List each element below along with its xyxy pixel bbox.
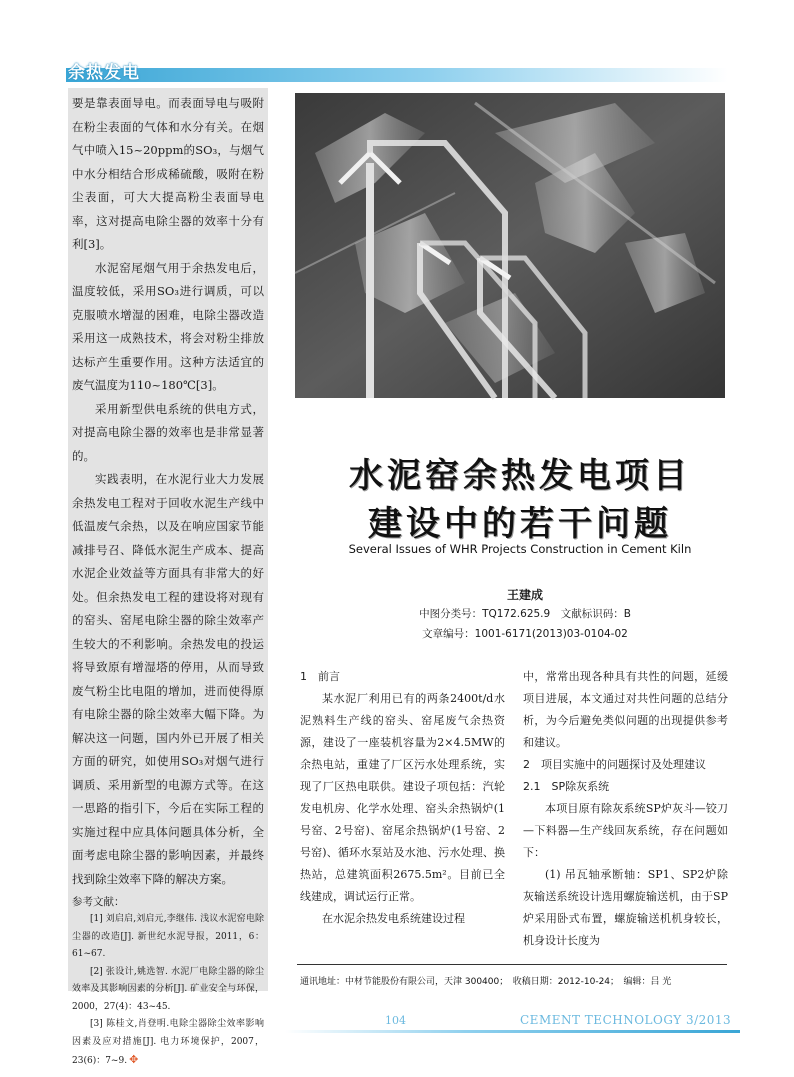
body-column-right <box>523 666 728 952</box>
sidebar-paragraph: 采用新型供电系统的供电方式，对提高电除尘器的效率也是非常显著的。 <box>72 401 264 463</box>
body-paragraph: 在水泥余热发电系统建设过程 <box>322 912 465 925</box>
sidebar-paragraph: 要是靠表面导电。而表面导电与吸附在粉尘表面的气体和水分有关。在烟气中喷入15~20ppm的SO₃，与烟气中水分相结合形成稀硫酸，吸附在粉尘表面，可大大提高粉尘表面导电率，这对提高电除尘器的效率十分有利[3]。 <box>72 96 264 251</box>
hero-pipe-image <box>295 93 725 398</box>
previous-article-column <box>68 88 268 1066</box>
subsection-heading: 2.1 SP除灰系统 <box>523 780 610 793</box>
section-heading: 1 前言 <box>300 670 340 683</box>
sidebar-paragraph: 水泥窑尾烟气用于余热发电后，温度较低，采用SO₃进行调质，可以克服喷水增湿的困难，电除尘器改造采用这一成熟技术，将会对粉尘排放达标产生重要作用。这种方法适宜的废气温度为110~180℃[3]。 <box>72 260 264 392</box>
running-header <box>66 60 728 82</box>
author-name: 王建成 <box>506 588 543 602</box>
article-title-line2: 建设中的若干问题 <box>368 504 672 544</box>
industrial-pipes-illustration <box>295 93 725 398</box>
article-title <box>300 452 740 548</box>
body-column-left <box>300 666 505 930</box>
section-heading: 2 项目实施中的问题探讨及处理建议 <box>523 758 706 771</box>
sidebar-paragraph: 实践表明，在水泥行业大力发展余热发电工程对于回收水泥生产线中低温废气余热，以及在响应国家节能减排号召、降低水泥生产成本、提高水泥企业效益等方面具有非常大的好处。但余热发电工程的建设将对现有的窑头、窑尾电除尘器的除尘效率产生较大的不利影响。余热发电的投运将导致原有增湿塔的停用，从而导致废气粉尘比电阻的增加，进而使得原有电除尘器的除尘效率大幅下降。为解决这一问题，国内外已开展了相关方面的研究，如使用SO₃对烟气进行调质、采用新型的电源方式等。在这一思路的指引下，今后在实际工程的实施过程中应具体问题具体分析，全面考虑电除尘器的影响因素，并最终找到除尘效率下降的解决方案。 <box>72 472 264 886</box>
article-metadata <box>380 604 670 644</box>
classification-number: 中图分类号：TQ172.625.9 文献标识码：B <box>419 608 631 620</box>
reference-item: [3] 陈桂文,肖登明.电除尘器除尘效率影响因素及应对措施[J]. 电力环境保护，2007，23(6)：7~9. <box>72 1019 264 1066</box>
article-title-english: Several Issues of WHR Projects Construction in Cement Kiln <box>348 542 692 556</box>
reference-item: [1] 刘启启,刘启元,李继伟. 浅议水泥窑电除尘器的改造[J]. 新世纪水泥导报，2011，6：61~67. <box>72 914 264 959</box>
footer-color-band <box>285 1030 740 1033</box>
footnote-divider <box>297 964 727 965</box>
references-heading: 参考文献： <box>72 896 125 908</box>
header-color-band <box>66 68 728 82</box>
article-number: 文章编号：1001-6171(2013)03-0104-02 <box>422 628 628 640</box>
article-title-line1: 水泥窑余热发电项目 <box>349 456 691 496</box>
footnote: 通讯地址：中材节能股份有限公司，天津 300400； 收稿日期：2012-10-24； 编辑：吕 光 <box>300 977 672 987</box>
body-paragraph: 本项目原有除灰系统SP炉灰斗—铰刀—下料器—生产线回灰系统，存在问题如下： <box>523 802 728 859</box>
end-mark-icon: ✥ <box>129 1053 139 1066</box>
section-title: 余热发电 <box>68 63 140 83</box>
body-paragraph: (1) 吊瓦轴承断轴：SP1、SP2炉除灰输送系统设计选用螺旋输送机，由于SP炉采用卧式布置，螺旋输送机机身较长，机身设计长度为 <box>523 868 728 947</box>
reference-item: [2] 张设计,姚选智. 水泥厂电除尘器的除尘效率及其影响因素的分析[J]. 矿业安全与环保，2000，27(4)：43~45. <box>72 966 264 1012</box>
page-number: 104 <box>385 1014 406 1027</box>
body-paragraph: 某水泥厂利用已有的两条2400t/d水泥熟料生产线的窑头、窑尾废气余热资源，建设了一座装机容量为2×4.5MW的余热电站，重建了厂区污水处理系统，实现了厂区热电联供。建设子项包括：汽轮发电机房、化学水处理、窑头余热锅炉(1号窑、2号窑)、窑尾余热锅炉(1号窑、2号窑)、循环水泵站及水池、污水处理、换热站，总建筑面积2675.5m²。目前已全线建成，调试运行正常。 <box>300 692 505 903</box>
journal-name: CEMENT TECHNOLOGY 3/2013 <box>520 1013 732 1027</box>
body-paragraph-continued: 中，常常出现各种具有共性的问题，延缓项目进展，本文通过对共性问题的总结分析，为今后避免类似问题的出现提供参考和建议。 <box>523 670 728 749</box>
